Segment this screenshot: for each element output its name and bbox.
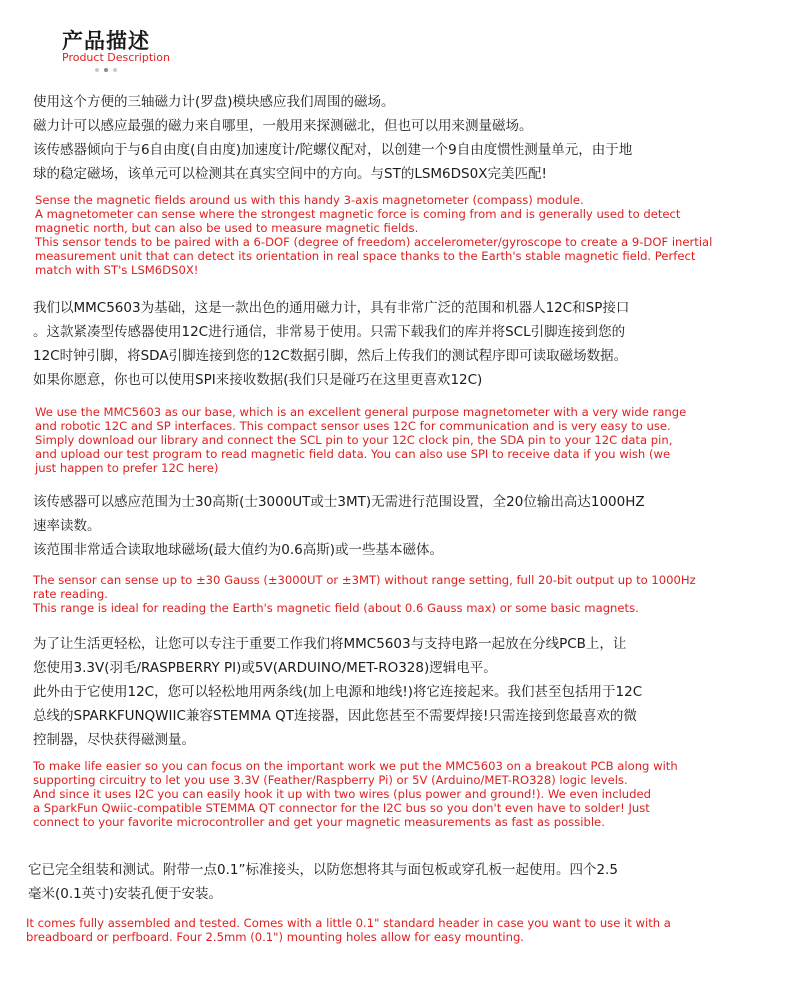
text-line: To make life easier so you can focus on the important work we put the MMC5603 on a breakout PCB along with [33, 759, 678, 773]
text-line: 磁力计可以感应最强的磁力来自哪里，一般用来探测磁北，但也可以用来测量磁场。 [33, 118, 533, 134]
text-line: 如果你愿意，你也可以使用SPI来接收数据(我们只是碰巧在这里更喜欢12C) [33, 372, 483, 388]
text-line: 。这款紧凑型传感器使用12C进行通信，非常易于使用。只需下载我们的库并将SCL引脚连接到您的 [33, 324, 626, 340]
text-line: 您使用3.3V(羽毛/RASPBERRY PI)或5V(ARDUINO/MET-RO328)逻辑电平。 [33, 660, 497, 676]
text-line: and robotic 12C and SP interfaces. This compact sensor uses 12C for communication and is very easy to use. [35, 419, 671, 433]
text-line: We use the MMC5603 as our base, which is an excellent general purpose magnetometer with a very wide range [35, 405, 687, 419]
text-line: 该传感器可以感应范围为士30高斯(士3000UT或士3MT)无需进行范围设置，全20位输出高达1000HZ [33, 494, 645, 510]
paragraph-en-4 [33, 759, 753, 829]
paragraph-en-3 [33, 573, 753, 615]
text-line: rate reading. [33, 587, 108, 601]
paragraph-cn-4 [33, 632, 753, 752]
text-line: 它已完全组装和测试。附带一点0.1”标准接头，以防您想将其与面包板或穿孔板一起使用。四个2.5 [28, 862, 618, 878]
text-line: measurement unit that can detect its orientation in real space thanks to the Earth's stable magnetic field. Perfect [35, 249, 696, 263]
text-line: 球的稳定磁场，该单元可以检测其在真实空间中的方向。与ST的LSM6DS0X完美匹配! [33, 166, 547, 182]
decorative-dots [95, 68, 125, 74]
header-subtitle: Product Description [62, 51, 170, 64]
text-line: and upload our test program to read magnetic field data. You can also use SPI to receive data if you wish (we [35, 447, 671, 461]
text-line: magnetic north, but can also be used to measure magnetic fields. [35, 221, 419, 235]
text-line: Simply download our library and connect the SCL pin to your 12C clock pin, the SDA pin to your 12C data pin, [35, 433, 673, 447]
text-line: 控制器，尽快获得磁测量。 [33, 732, 195, 748]
paragraph-cn-2 [33, 296, 753, 392]
text-line: match with ST's LSM6DS0X! [35, 263, 199, 277]
text-line: 为了让生活更轻松，让您可以专注于重要工作我们将MMC5603与支持电路一起放在分线PCB上，让 [33, 636, 627, 652]
text-line: breadboard or perfboard. Four 2.5mm (0.1") mounting holes allow for easy mounting. [26, 930, 524, 944]
text-line: supporting circuitry to let you use 3.3V (Feather/Raspberry Pi) or 5V (Arduino/MET-RO328) logic levels. [33, 773, 628, 787]
text-line: 使用这个方便的三轴磁力计(罗盘)模块感应我们周围的磁场。 [33, 94, 395, 110]
text-line: connect to your favorite microcontroller and get your magnetic measurements as fast as possible. [33, 815, 605, 829]
text-line: just happen to prefer 12C here) [35, 461, 219, 475]
paragraph-en-1 [35, 193, 755, 277]
text-line: 总线的SPARKFUNQWIIC兼容STEMMA QT连接器，因此您甚至不需要焊接!只需连接到您最喜欢的微 [33, 708, 637, 724]
text-line: This sensor tends to be paired with a 6-DOF (degree of freedom) accelerometer/gyroscope to create a 9-DOF inertial [35, 235, 713, 249]
text-line: A magnetometer can sense where the strongest magnetic force is coming from and is generally used to detect [35, 207, 681, 221]
paragraph-en-5 [26, 916, 746, 944]
text-line: 该传感器倾向于与6自由度(自由度)加速度计/陀螺仪配对，以创建一个9自由度惯性测量单元，由于地 [33, 142, 633, 158]
paragraph-cn-3 [33, 490, 753, 562]
text-line: This range is ideal for reading the Earth's magnetic field (about 0.6 Gauss max) or some basic magnets. [33, 601, 639, 615]
section-header [62, 28, 222, 64]
text-line: 12C时钟引脚，将SDA引脚连接到您的12C数据引脚，然后上传我们的测试程序即可读取磁场数据。 [33, 348, 628, 364]
text-line: 此外由于它使用12C，您可以轻松地用两条线(加上电源和地线!)将它连接起来。我们甚至包括用于12C [33, 684, 643, 700]
dot-icon [104, 68, 108, 72]
text-line: The sensor can sense up to ±30 Gauss (±3000UT or ±3MT) without range setting, full 20-bit output up to 1000Hz [33, 573, 696, 587]
text-line: It comes fully assembled and tested. Comes with a little 0.1" standard header in case you want to use it with a [26, 916, 671, 930]
text-line: And since it uses I2C you can easily hook it up with two wires (plus power and ground!). We even included [33, 787, 651, 801]
dot-icon [113, 68, 117, 72]
text-line: 毫米(0.1英寸)安装孔便于安装。 [28, 886, 223, 902]
paragraph-cn-1 [33, 90, 753, 186]
text-line: Sense the magnetic fields around us with this handy 3-axis magnetometer (compass) module. [35, 193, 584, 207]
paragraph-cn-5 [28, 858, 748, 906]
paragraph-en-2 [35, 405, 755, 475]
text-line: 我们以MMC5603为基础，这是一款出色的通用磁力计，具有非常广泛的范围和机器人12C和SP接口 [33, 300, 630, 316]
dot-icon [95, 68, 99, 72]
text-line: 该范围非常适合读取地球磁场(最大值约为0.6高斯)或一些基本磁体。 [33, 542, 444, 558]
text-line: a SparkFun Qwiic-compatible STEMMA QT connector for the I2C bus so you don't even have to solder! Just [33, 801, 650, 815]
text-line: 速率读数。 [33, 518, 101, 534]
header-title: 产品描述 [62, 29, 150, 53]
